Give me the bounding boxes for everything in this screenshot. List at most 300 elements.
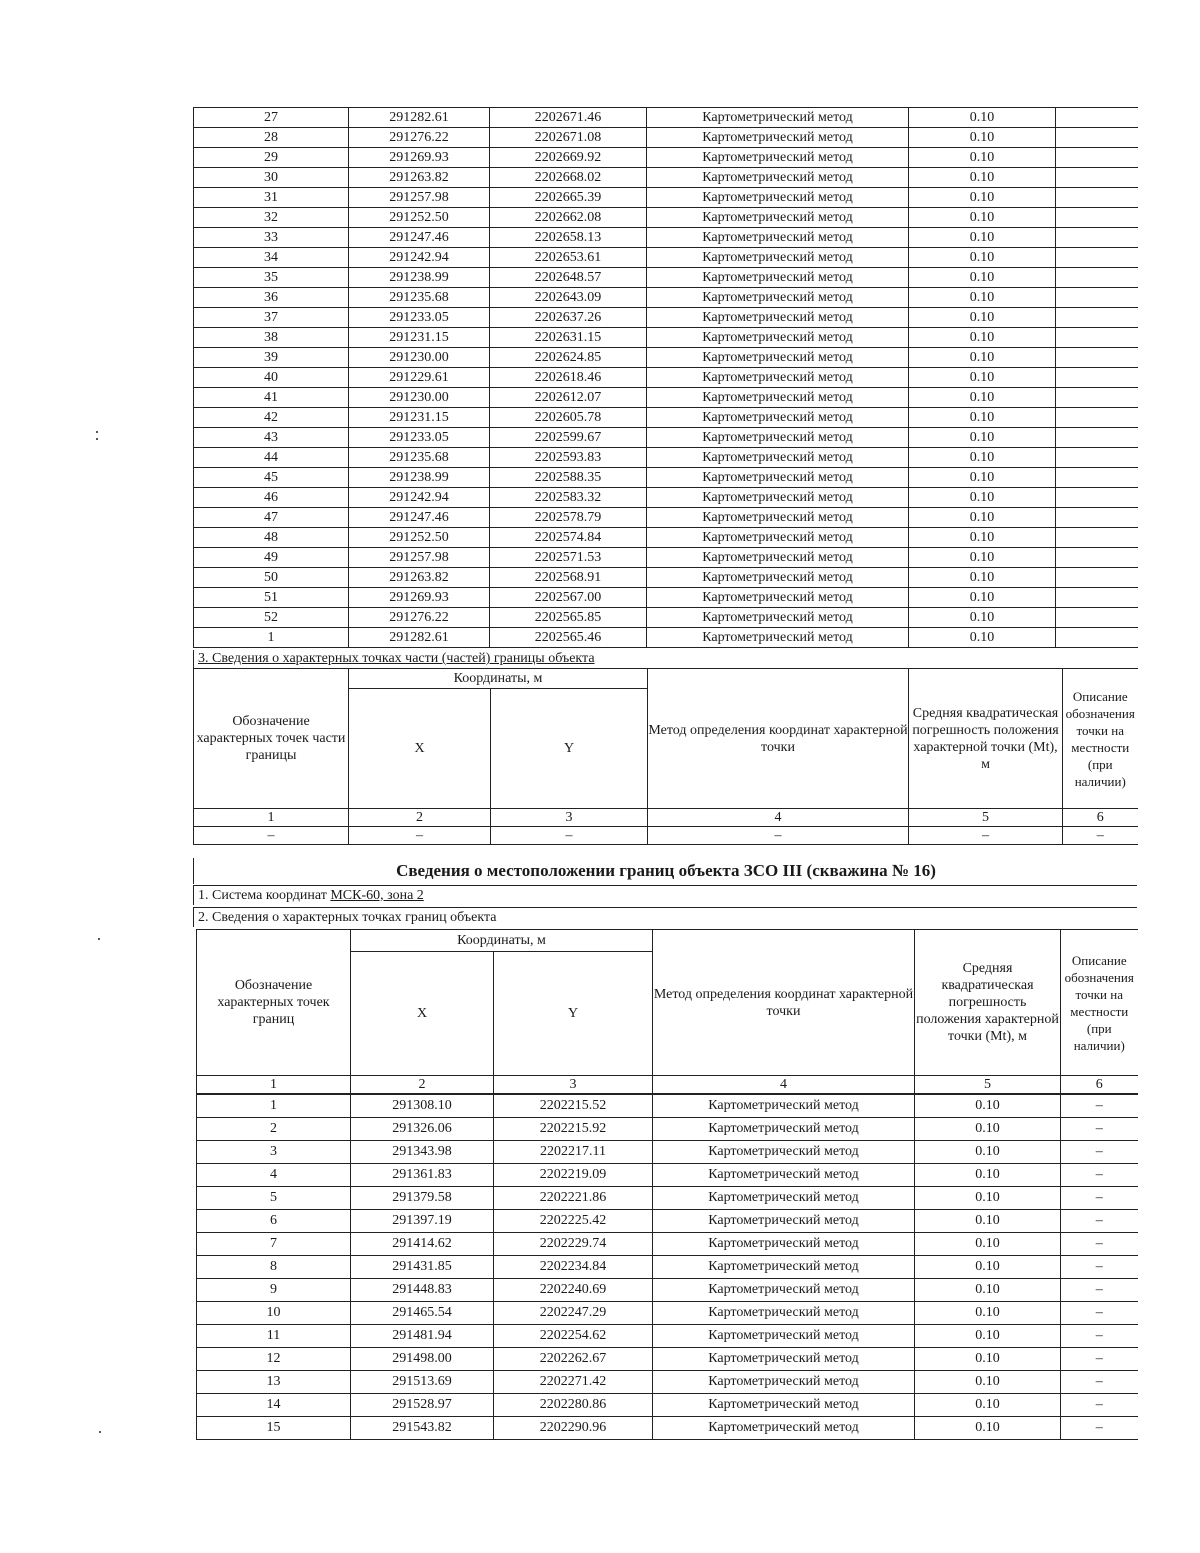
- table-row: [194, 288, 1138, 308]
- table-row: [194, 228, 1138, 248]
- description: [1056, 148, 1138, 168]
- table-row: [197, 1233, 1138, 1256]
- accuracy: 0.10: [909, 208, 1056, 228]
- accuracy: 0.10: [909, 308, 1056, 328]
- description: [1056, 568, 1138, 588]
- description: [1056, 548, 1138, 568]
- y-coord: 2202618.46: [490, 368, 647, 388]
- x-coord: 291481.94: [351, 1325, 494, 1348]
- point-id: 43: [194, 428, 349, 448]
- x-coord: 291247.46: [349, 228, 490, 248]
- point-id: 15: [197, 1417, 351, 1440]
- method: Картометрический метод: [647, 528, 909, 548]
- accuracy: 0.10: [915, 1210, 1061, 1233]
- description: –: [1061, 1325, 1138, 1348]
- point-id: 2: [197, 1118, 351, 1141]
- table-row: [194, 208, 1138, 228]
- point-id: 45: [194, 468, 349, 488]
- description: [1056, 508, 1138, 528]
- x-coord: 291498.00: [351, 1348, 494, 1371]
- table-row: [194, 508, 1138, 528]
- point-id: 42: [194, 408, 349, 428]
- description: [1056, 308, 1138, 328]
- y-coord: 2202571.53: [490, 548, 647, 568]
- description: [1056, 288, 1138, 308]
- method: Картометрический метод: [647, 568, 909, 588]
- scan-speck: [98, 938, 100, 940]
- x-coord: 291276.22: [349, 608, 490, 628]
- method: Картометрический метод: [647, 348, 909, 368]
- method: Картометрический метод: [653, 1325, 915, 1348]
- method: Картометрический метод: [647, 288, 909, 308]
- point-id: 31: [194, 188, 349, 208]
- x-coord: 291235.68: [349, 448, 490, 468]
- x-coord: 291343.98: [351, 1141, 494, 1164]
- col-num: 2: [351, 1076, 494, 1094]
- y-coord: 2202247.29: [494, 1302, 653, 1325]
- description: –: [1061, 1394, 1138, 1417]
- point-id: 7: [197, 1233, 351, 1256]
- point-id: 52: [194, 608, 349, 628]
- block2-points-table: [196, 1094, 1138, 1440]
- accuracy: 0.10: [909, 628, 1056, 648]
- table-row: [197, 1371, 1138, 1394]
- table-row: [197, 1118, 1138, 1141]
- x-coord: 291263.82: [349, 568, 490, 588]
- x-coord: 291269.93: [349, 148, 490, 168]
- col-desc-label: Описание обозначения точки на местности (при наличии): [1063, 669, 1138, 809]
- point-id: 51: [194, 588, 349, 608]
- x-coord: 291233.05: [349, 308, 490, 328]
- col-num: 6: [1063, 809, 1138, 827]
- point-id: 6: [197, 1210, 351, 1233]
- description: [1056, 388, 1138, 408]
- description: –: [1061, 1233, 1138, 1256]
- accuracy: 0.10: [909, 448, 1056, 468]
- x-coord: 291238.99: [349, 468, 490, 488]
- point-id: 13: [197, 1371, 351, 1394]
- col-point-label: Обозначение характерных точек границ: [197, 930, 351, 1076]
- method: Картометрический метод: [653, 1348, 915, 1371]
- accuracy: 0.10: [915, 1233, 1061, 1256]
- method: Картометрический метод: [653, 1210, 915, 1233]
- method: Картометрический метод: [647, 108, 909, 128]
- point-id: 9: [197, 1279, 351, 1302]
- method: Картометрический метод: [647, 548, 909, 568]
- col-method-label: Метод определения координат характерной точки: [648, 669, 909, 809]
- y-coord: 2202588.35: [490, 468, 647, 488]
- col-num: 4: [653, 1076, 915, 1094]
- col-accuracy-label: Средняя квадратическая погрешность положения характерной точки (Mt), м: [915, 930, 1061, 1076]
- point-id: 27: [194, 108, 349, 128]
- description: –: [1061, 1187, 1138, 1210]
- y-coord: 2202574.84: [490, 528, 647, 548]
- col-y-label: Y: [494, 952, 653, 1076]
- accuracy: 0.10: [909, 348, 1056, 368]
- table-row: [194, 448, 1138, 468]
- point-id: 4: [197, 1164, 351, 1187]
- accuracy: 0.10: [909, 328, 1056, 348]
- table-row: [194, 528, 1138, 548]
- point-id: 5: [197, 1187, 351, 1210]
- empty-cell: –: [648, 827, 909, 845]
- table-row: [197, 1348, 1138, 1371]
- description: –: [1061, 1256, 1138, 1279]
- accuracy: 0.10: [915, 1371, 1061, 1394]
- section3: [193, 650, 1137, 845]
- description: [1056, 528, 1138, 548]
- accuracy: 0.10: [909, 108, 1056, 128]
- table-row: [194, 388, 1138, 408]
- table-row: [197, 1095, 1138, 1118]
- y-coord: 2202637.26: [490, 308, 647, 328]
- point-id: 44: [194, 448, 349, 468]
- x-coord: 291252.50: [349, 208, 490, 228]
- accuracy: 0.10: [909, 528, 1056, 548]
- accuracy: 0.10: [909, 188, 1056, 208]
- y-coord: 2202668.02: [490, 168, 647, 188]
- description: [1056, 448, 1138, 468]
- scan-speck: [99, 1431, 101, 1433]
- table-row: [194, 268, 1138, 288]
- table-row: [194, 568, 1138, 588]
- x-coord: 291247.46: [349, 508, 490, 528]
- method: Картометрический метод: [647, 608, 909, 628]
- point-id: 1: [197, 1095, 351, 1118]
- description: [1056, 168, 1138, 188]
- x-coord: 291326.06: [351, 1118, 494, 1141]
- accuracy: 0.10: [909, 268, 1056, 288]
- x-coord: 291242.94: [349, 488, 490, 508]
- col-point-label: Обозначение характерных точек части границы: [194, 669, 349, 809]
- method: Картометрический метод: [647, 488, 909, 508]
- point-id: 38: [194, 328, 349, 348]
- table-row: [197, 1141, 1138, 1164]
- col-accuracy-label: Средняя квадратическая погрешность положения характерной точки (Mt), м: [909, 669, 1063, 809]
- method: Картометрический метод: [647, 588, 909, 608]
- y-coord: 2202643.09: [490, 288, 647, 308]
- x-coord: 291528.97: [351, 1394, 494, 1417]
- point-id: 8: [197, 1256, 351, 1279]
- empty-cell: –: [349, 827, 491, 845]
- table-row: [197, 1210, 1138, 1233]
- block2-header-table: [196, 929, 1138, 1094]
- x-coord: 291231.15: [349, 328, 490, 348]
- method: Картометрический метод: [647, 388, 909, 408]
- block2-title: Сведения о местоположении границ объекта ЗСО III (скважина № 16): [193, 858, 1138, 884]
- accuracy: 0.10: [909, 368, 1056, 388]
- point-id: 11: [197, 1325, 351, 1348]
- method: Картометрический метод: [647, 248, 909, 268]
- method: Картометрический метод: [647, 448, 909, 468]
- accuracy: 0.10: [909, 248, 1056, 268]
- col-num: 5: [915, 1076, 1061, 1094]
- point-id: 39: [194, 348, 349, 368]
- coord-system-value: МСК-60, зона 2: [330, 888, 424, 903]
- y-coord: 2202669.92: [490, 148, 647, 168]
- point-id: 10: [197, 1302, 351, 1325]
- description: –: [1061, 1371, 1138, 1394]
- empty-cell: –: [491, 827, 648, 845]
- accuracy: 0.10: [915, 1256, 1061, 1279]
- x-coord: 291448.83: [351, 1279, 494, 1302]
- empty-cell: –: [194, 827, 349, 845]
- point-id: 28: [194, 128, 349, 148]
- x-coord: 291414.62: [351, 1233, 494, 1256]
- description: [1056, 468, 1138, 488]
- y-coord: 2202217.11: [494, 1141, 653, 1164]
- point-id: 37: [194, 308, 349, 328]
- x-coord: 291513.69: [351, 1371, 494, 1394]
- description: [1056, 108, 1138, 128]
- table-row: [197, 1164, 1138, 1187]
- y-coord: 2202234.84: [494, 1256, 653, 1279]
- method: Картометрический метод: [647, 408, 909, 428]
- col-coords-label: Координаты, м: [351, 930, 653, 952]
- accuracy: 0.10: [909, 588, 1056, 608]
- accuracy: 0.10: [915, 1164, 1061, 1187]
- y-coord: 2202290.96: [494, 1417, 653, 1440]
- table-row: [194, 608, 1138, 628]
- table-row: [194, 168, 1138, 188]
- point-id: 36: [194, 288, 349, 308]
- y-coord: 2202254.62: [494, 1325, 653, 1348]
- point-id: 48: [194, 528, 349, 548]
- y-coord: 2202219.09: [494, 1164, 653, 1187]
- accuracy: 0.10: [915, 1302, 1061, 1325]
- method: Картометрический метод: [653, 1118, 915, 1141]
- x-coord: 291543.82: [351, 1417, 494, 1440]
- scan-speck: [96, 438, 98, 440]
- point-id: 34: [194, 248, 349, 268]
- method: Картометрический метод: [653, 1279, 915, 1302]
- points-section-title: 2. Сведения о характерных точках границ объекта: [193, 907, 1137, 927]
- block2-section: [196, 929, 1137, 1440]
- section3-table: [193, 668, 1138, 845]
- table-row: [197, 1417, 1138, 1440]
- table-row: [194, 408, 1138, 428]
- table-row: [194, 328, 1138, 348]
- table-row: [194, 588, 1138, 608]
- points-table-continued: [193, 107, 1138, 648]
- empty-cell: –: [909, 827, 1063, 845]
- y-coord: 2202225.42: [494, 1210, 653, 1233]
- y-coord: 2202565.46: [490, 628, 647, 648]
- x-coord: 291276.22: [349, 128, 490, 148]
- method: Картометрический метод: [653, 1371, 915, 1394]
- method: Картометрический метод: [653, 1187, 915, 1210]
- description: –: [1061, 1141, 1138, 1164]
- accuracy: 0.10: [909, 228, 1056, 248]
- x-coord: 291308.10: [351, 1095, 494, 1118]
- x-coord: 291397.19: [351, 1210, 494, 1233]
- point-id: 50: [194, 568, 349, 588]
- accuracy: 0.10: [909, 428, 1056, 448]
- col-coords-label: Координаты, м: [349, 669, 648, 689]
- description: [1056, 588, 1138, 608]
- y-coord: 2202221.86: [494, 1187, 653, 1210]
- description: –: [1061, 1095, 1138, 1118]
- table-row: [194, 128, 1138, 148]
- method: Картометрический метод: [653, 1164, 915, 1187]
- y-coord: 2202653.61: [490, 248, 647, 268]
- table-row: [194, 148, 1138, 168]
- accuracy: 0.10: [915, 1325, 1061, 1348]
- x-coord: 291263.82: [349, 168, 490, 188]
- point-id: 3: [197, 1141, 351, 1164]
- table-row: [194, 468, 1138, 488]
- description: [1056, 368, 1138, 388]
- y-coord: 2202229.74: [494, 1233, 653, 1256]
- y-coord: 2202240.69: [494, 1279, 653, 1302]
- x-coord: 291242.94: [349, 248, 490, 268]
- description: [1056, 408, 1138, 428]
- accuracy: 0.10: [909, 548, 1056, 568]
- points-table-body: [194, 108, 1138, 648]
- method: Картометрический метод: [653, 1394, 915, 1417]
- x-coord: 291252.50: [349, 528, 490, 548]
- description: [1056, 248, 1138, 268]
- description: [1056, 348, 1138, 368]
- description: [1056, 608, 1138, 628]
- table-row: [194, 308, 1138, 328]
- table-row: [194, 348, 1138, 368]
- table-row: [194, 108, 1138, 128]
- description: [1056, 128, 1138, 148]
- accuracy: 0.10: [909, 568, 1056, 588]
- x-coord: 291229.61: [349, 368, 490, 388]
- table-row: [194, 628, 1138, 648]
- method: Картометрический метод: [647, 128, 909, 148]
- x-coord: 291257.98: [349, 188, 490, 208]
- point-id: 32: [194, 208, 349, 228]
- accuracy: 0.10: [915, 1417, 1061, 1440]
- accuracy: 0.10: [915, 1141, 1061, 1164]
- method: Картометрический метод: [647, 148, 909, 168]
- y-coord: 2202665.39: [490, 188, 647, 208]
- y-coord: 2202578.79: [490, 508, 647, 528]
- scan-speck: [96, 431, 98, 433]
- table-row: [197, 1302, 1138, 1325]
- accuracy: 0.10: [909, 168, 1056, 188]
- accuracy: 0.10: [915, 1187, 1061, 1210]
- y-coord: 2202593.83: [490, 448, 647, 468]
- accuracy: 0.10: [909, 288, 1056, 308]
- description: [1056, 428, 1138, 448]
- x-coord: 291269.93: [349, 588, 490, 608]
- empty-cell: –: [1063, 827, 1138, 845]
- y-coord: 2202631.15: [490, 328, 647, 348]
- method: Картометрический метод: [647, 168, 909, 188]
- y-coord: 2202583.32: [490, 488, 647, 508]
- accuracy: 0.10: [915, 1095, 1061, 1118]
- table-row: [194, 188, 1138, 208]
- x-coord: 291230.00: [349, 348, 490, 368]
- method: Картометрический метод: [647, 228, 909, 248]
- x-coord: 291282.61: [349, 108, 490, 128]
- table-row: [194, 548, 1138, 568]
- point-id: 41: [194, 388, 349, 408]
- y-coord: 2202215.52: [494, 1095, 653, 1118]
- col-y-label: Y: [491, 689, 648, 809]
- y-coord: 2202565.85: [490, 608, 647, 628]
- col-num: 4: [648, 809, 909, 827]
- accuracy: 0.10: [915, 1118, 1061, 1141]
- x-coord: 291431.85: [351, 1256, 494, 1279]
- table-row: [197, 1279, 1138, 1302]
- x-coord: 291230.00: [349, 388, 490, 408]
- x-coord: 291282.61: [349, 628, 490, 648]
- method: Картометрический метод: [647, 428, 909, 448]
- description: [1056, 488, 1138, 508]
- col-num: 5: [909, 809, 1063, 827]
- y-coord: 2202599.67: [490, 428, 647, 448]
- y-coord: 2202658.13: [490, 228, 647, 248]
- accuracy: 0.10: [909, 608, 1056, 628]
- method: Картометрический метод: [647, 308, 909, 328]
- description: –: [1061, 1279, 1138, 1302]
- table-row: [194, 488, 1138, 508]
- accuracy: 0.10: [909, 408, 1056, 428]
- point-id: 49: [194, 548, 349, 568]
- method: Картометрический метод: [647, 368, 909, 388]
- method: Картометрический метод: [647, 208, 909, 228]
- y-coord: 2202271.42: [494, 1371, 653, 1394]
- method: Картометрический метод: [653, 1256, 915, 1279]
- description: –: [1061, 1164, 1138, 1187]
- col-num: 2: [349, 809, 491, 827]
- accuracy: 0.10: [909, 388, 1056, 408]
- y-coord: 2202215.92: [494, 1118, 653, 1141]
- y-coord: 2202671.08: [490, 128, 647, 148]
- method: Картометрический метод: [647, 468, 909, 488]
- section3-title: 3. Сведения о характерных точках части (частей) границы объекта: [193, 650, 1137, 668]
- y-coord: 2202648.57: [490, 268, 647, 288]
- x-coord: 291257.98: [349, 548, 490, 568]
- description: [1056, 268, 1138, 288]
- y-coord: 2202567.00: [490, 588, 647, 608]
- method: Картометрический метод: [647, 188, 909, 208]
- accuracy: 0.10: [909, 468, 1056, 488]
- accuracy: 0.10: [909, 488, 1056, 508]
- table-row: [197, 1394, 1138, 1417]
- y-coord: 2202671.46: [490, 108, 647, 128]
- y-coord: 2202262.67: [494, 1348, 653, 1371]
- method: Картометрический метод: [647, 328, 909, 348]
- point-id: 14: [197, 1394, 351, 1417]
- col-num: 3: [491, 809, 648, 827]
- table-row: [194, 428, 1138, 448]
- x-coord: 291361.83: [351, 1164, 494, 1187]
- table-row: [197, 1256, 1138, 1279]
- coord-system-line: [193, 885, 1137, 905]
- table-row: [197, 1187, 1138, 1210]
- y-coord: 2202624.85: [490, 348, 647, 368]
- point-id: 1: [194, 628, 349, 648]
- x-coord: 291465.54: [351, 1302, 494, 1325]
- table-row: [197, 1325, 1138, 1348]
- table-row: [194, 368, 1138, 388]
- point-id: 40: [194, 368, 349, 388]
- y-coord: 2202280.86: [494, 1394, 653, 1417]
- point-id: 35: [194, 268, 349, 288]
- y-coord: 2202662.08: [490, 208, 647, 228]
- description: –: [1061, 1210, 1138, 1233]
- y-coord: 2202568.91: [490, 568, 647, 588]
- method: Картометрический метод: [647, 508, 909, 528]
- y-coord: 2202605.78: [490, 408, 647, 428]
- point-id: 12: [197, 1348, 351, 1371]
